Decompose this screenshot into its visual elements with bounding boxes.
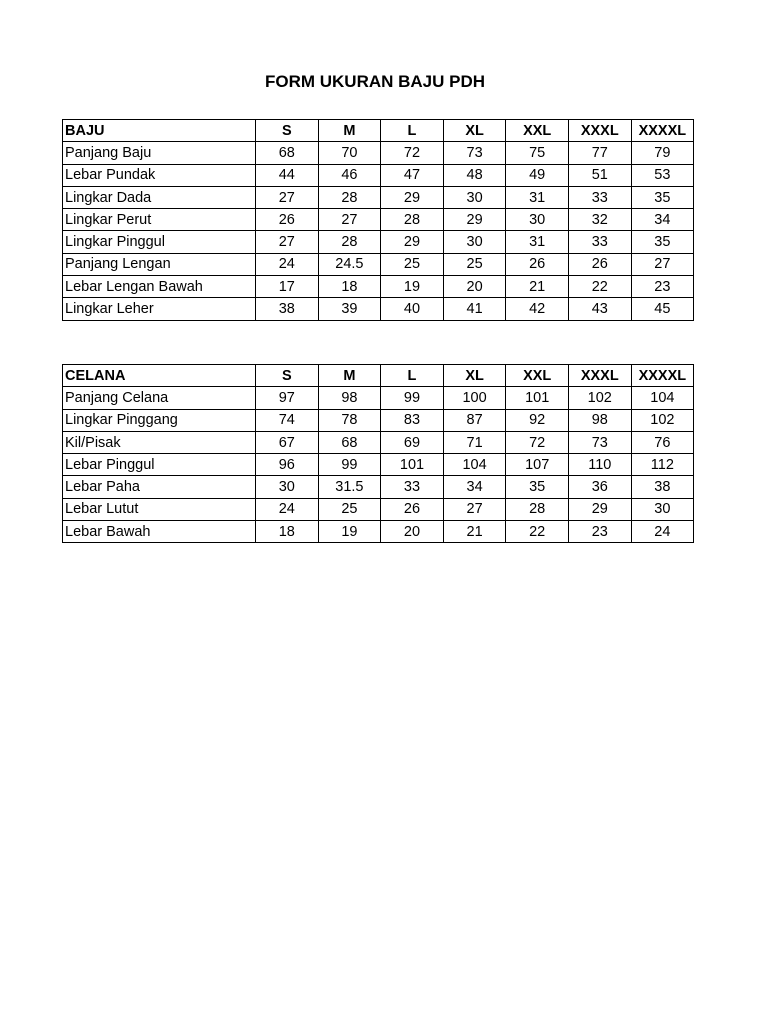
table-row	[63, 476, 694, 498]
measurement-value: 24	[256, 253, 319, 275]
measurement-value: 70	[318, 142, 381, 164]
measurement-value: 35	[506, 476, 569, 498]
measurement-value: 101	[506, 387, 569, 409]
measurement-value: 47	[381, 164, 444, 186]
measurement-value: 69	[381, 431, 444, 453]
measurement-label: Lebar Pundak	[63, 164, 256, 186]
measurement-value: 87	[443, 409, 506, 431]
measurement-value: 44	[256, 164, 319, 186]
measurement-value: 75	[506, 142, 569, 164]
measurement-label: Lingkar Perut	[63, 209, 256, 231]
measurement-value: 26	[381, 498, 444, 520]
measurement-value: 35	[631, 186, 694, 208]
table-row	[63, 142, 694, 164]
measurement-value: 33	[568, 231, 631, 253]
table-row	[63, 409, 694, 431]
measurement-value: 74	[256, 409, 319, 431]
measurement-label: Lebar Bawah	[63, 521, 256, 543]
table-row	[63, 276, 694, 298]
measurement-value: 107	[506, 454, 569, 476]
measurement-value: 19	[318, 521, 381, 543]
measurement-value: 43	[568, 298, 631, 320]
measurement-value: 20	[443, 276, 506, 298]
measurement-value: 46	[318, 164, 381, 186]
measurement-value: 31	[506, 231, 569, 253]
measurement-value: 24	[631, 521, 694, 543]
table-row	[63, 186, 694, 208]
measurement-value: 102	[568, 387, 631, 409]
measurement-value: 40	[381, 298, 444, 320]
measurement-value: 26	[256, 209, 319, 231]
measurement-value: 38	[631, 476, 694, 498]
table-row	[63, 231, 694, 253]
baju-section-header: BAJU	[63, 120, 256, 142]
table-row	[63, 498, 694, 520]
baju-size-table	[62, 119, 694, 321]
measurement-value: 73	[568, 431, 631, 453]
measurement-value: 25	[381, 253, 444, 275]
measurement-value: 110	[568, 454, 631, 476]
measurement-value: 42	[506, 298, 569, 320]
measurement-value: 99	[318, 454, 381, 476]
measurement-value: 30	[506, 209, 569, 231]
measurement-value: 34	[443, 476, 506, 498]
measurement-value: 23	[631, 276, 694, 298]
measurement-value: 32	[568, 209, 631, 231]
table-row	[63, 454, 694, 476]
measurement-value: 18	[318, 276, 381, 298]
measurement-value: 77	[568, 142, 631, 164]
measurement-value: 68	[256, 142, 319, 164]
measurement-value: 30	[443, 231, 506, 253]
measurement-value: 45	[631, 298, 694, 320]
measurement-value: 29	[381, 186, 444, 208]
measurement-value: 73	[443, 142, 506, 164]
measurement-value: 101	[381, 454, 444, 476]
measurement-value: 17	[256, 276, 319, 298]
measurement-value: 67	[256, 431, 319, 453]
measurement-value: 98	[318, 387, 381, 409]
measurement-value: 30	[256, 476, 319, 498]
table-row	[63, 164, 694, 186]
measurement-value: 33	[381, 476, 444, 498]
table-row	[63, 298, 694, 320]
measurement-value: 104	[443, 454, 506, 476]
size-header: XXL	[506, 365, 569, 387]
measurement-value: 23	[568, 521, 631, 543]
measurement-value: 29	[568, 498, 631, 520]
size-header: XXXXL	[631, 120, 694, 142]
measurement-value: 22	[506, 521, 569, 543]
size-header: L	[381, 120, 444, 142]
measurement-value: 104	[631, 387, 694, 409]
size-header: XXXXL	[631, 365, 694, 387]
measurement-value: 27	[256, 186, 319, 208]
measurement-value: 38	[256, 298, 319, 320]
size-header: M	[318, 120, 381, 142]
size-header: S	[256, 365, 319, 387]
measurement-value: 72	[506, 431, 569, 453]
measurement-value: 29	[381, 231, 444, 253]
measurement-label: Panjang Baju	[63, 142, 256, 164]
measurement-value: 28	[318, 231, 381, 253]
measurement-value: 27	[318, 209, 381, 231]
measurement-value: 24	[256, 498, 319, 520]
size-header: XXXL	[568, 120, 631, 142]
measurement-value: 21	[506, 276, 569, 298]
measurement-label: Lebar Lengan Bawah	[63, 276, 256, 298]
measurement-label: Lebar Lutut	[63, 498, 256, 520]
measurement-value: 48	[443, 164, 506, 186]
size-header: S	[256, 120, 319, 142]
size-header: XXL	[506, 120, 569, 142]
measurement-value: 28	[506, 498, 569, 520]
measurement-value: 83	[381, 409, 444, 431]
table-row	[63, 387, 694, 409]
measurement-value: 41	[443, 298, 506, 320]
measurement-value: 98	[568, 409, 631, 431]
measurement-label: Kil/Pisak	[63, 431, 256, 453]
measurement-value: 27	[631, 253, 694, 275]
measurement-value: 96	[256, 454, 319, 476]
measurement-value: 27	[443, 498, 506, 520]
measurement-label: Lebar Pinggul	[63, 454, 256, 476]
measurement-value: 26	[506, 253, 569, 275]
size-header: XXXL	[568, 365, 631, 387]
measurement-value: 19	[381, 276, 444, 298]
measurement-value: 22	[568, 276, 631, 298]
table-row	[63, 521, 694, 543]
celana-size-table	[62, 364, 694, 543]
measurement-label: Lingkar Dada	[63, 186, 256, 208]
measurement-label: Lingkar Pinggang	[63, 409, 256, 431]
measurement-value: 79	[631, 142, 694, 164]
measurement-value: 18	[256, 521, 319, 543]
celana-section-header: CELANA	[63, 365, 256, 387]
measurement-value: 92	[506, 409, 569, 431]
page-title: FORM UKURAN BAJU PDH	[264, 72, 486, 91]
measurement-value: 27	[256, 231, 319, 253]
measurement-value: 35	[631, 231, 694, 253]
measurement-value: 33	[568, 186, 631, 208]
measurement-value: 39	[318, 298, 381, 320]
measurement-value: 30	[631, 498, 694, 520]
measurement-value: 71	[443, 431, 506, 453]
measurement-value: 31.5	[318, 476, 381, 498]
size-header: L	[381, 365, 444, 387]
measurement-value: 24.5	[318, 253, 381, 275]
table-row	[63, 431, 694, 453]
measurement-value: 21	[443, 521, 506, 543]
size-header: M	[318, 365, 381, 387]
measurement-value: 112	[631, 454, 694, 476]
measurement-value: 53	[631, 164, 694, 186]
measurement-label: Lebar Paha	[63, 476, 256, 498]
measurement-value: 26	[568, 253, 631, 275]
measurement-value: 76	[631, 431, 694, 453]
measurement-value: 68	[318, 431, 381, 453]
measurement-label: Lingkar Pinggul	[63, 231, 256, 253]
table-row	[63, 209, 694, 231]
measurement-value: 100	[443, 387, 506, 409]
measurement-value: 49	[506, 164, 569, 186]
baju-header-row	[63, 120, 694, 142]
measurement-value: 25	[443, 253, 506, 275]
measurement-value: 29	[443, 209, 506, 231]
measurement-value: 30	[443, 186, 506, 208]
measurement-label: Lingkar Leher	[63, 298, 256, 320]
measurement-value: 31	[506, 186, 569, 208]
measurement-value: 78	[318, 409, 381, 431]
size-header: XL	[443, 365, 506, 387]
table-row	[63, 253, 694, 275]
celana-header-row	[63, 365, 694, 387]
measurement-label: Panjang Lengan	[63, 253, 256, 275]
measurement-value: 28	[318, 186, 381, 208]
measurement-value: 72	[381, 142, 444, 164]
measurement-value: 25	[318, 498, 381, 520]
measurement-value: 28	[381, 209, 444, 231]
measurement-value: 34	[631, 209, 694, 231]
measurement-value: 99	[381, 387, 444, 409]
measurement-value: 36	[568, 476, 631, 498]
measurement-value: 20	[381, 521, 444, 543]
measurement-value: 97	[256, 387, 319, 409]
measurement-label: Panjang Celana	[63, 387, 256, 409]
measurement-value: 51	[568, 164, 631, 186]
measurement-value: 102	[631, 409, 694, 431]
size-header: XL	[443, 120, 506, 142]
